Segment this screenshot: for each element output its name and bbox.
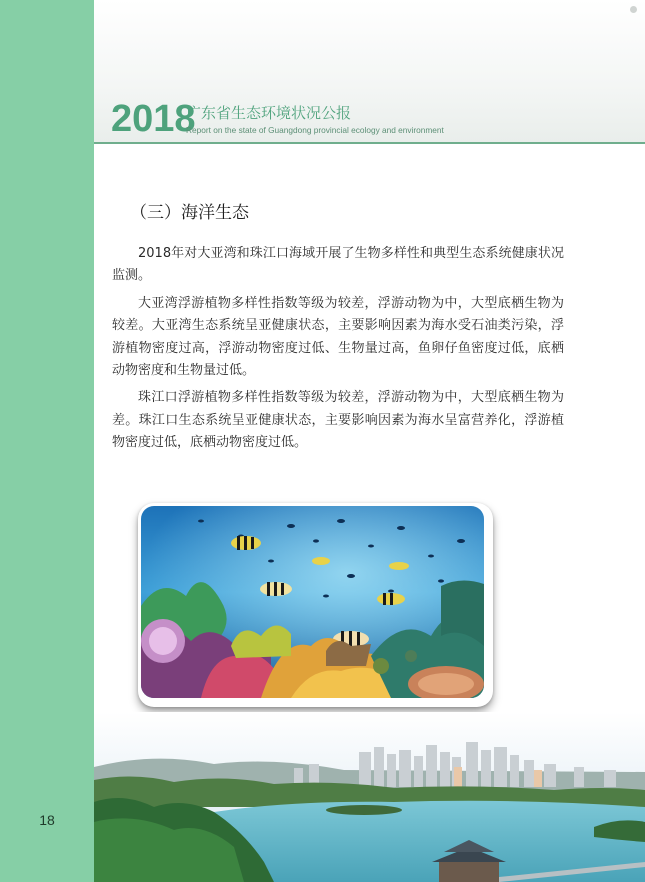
report-title-chinese: 广东省生态环境状况公报	[186, 104, 352, 122]
paragraph-2: 大亚湾浮游植物多样性指数等级为较差，浮游动物为中，大型底栖生物为较差。大亚湾生态系统呈亚健康状态，主要影响因素为海水受石油类污染，浮游植物密度过高，浮游动物密度过低、生物量过高，鱼卵仔鱼密度过低，底栖动物密度和生物量过低。	[112, 295, 564, 379]
paragraph-3: 珠江口浮游植物多样性指数等级为较差，浮游动物为中，大型底栖生物为差。珠江口生态系统呈亚健康状态，主要影响因素为海水呈富营养化，浮游植物密度过低，底栖动物密度过低。	[112, 390, 564, 451]
report-year: 2018	[111, 98, 196, 140]
landscape-image	[94, 712, 645, 882]
body-text	[112, 243, 564, 460]
coral-reef-image	[141, 506, 484, 698]
page-number: 18	[39, 812, 55, 828]
section-heading: （三）海洋生态	[130, 203, 249, 223]
paragraph-1: 2018年对大亚湾和珠江口海域开展了生物多样性和典型生态系统健康状况监测。	[112, 246, 564, 284]
corner-dot-icon	[630, 6, 637, 13]
city-lake-landscape-photo	[94, 712, 645, 882]
report-title-english: Report on the state of Guangdong provincial ecology and environment	[186, 125, 444, 135]
header-divider	[94, 142, 645, 144]
coral-reef-photo	[138, 503, 493, 707]
green-sidebar	[0, 0, 94, 882]
